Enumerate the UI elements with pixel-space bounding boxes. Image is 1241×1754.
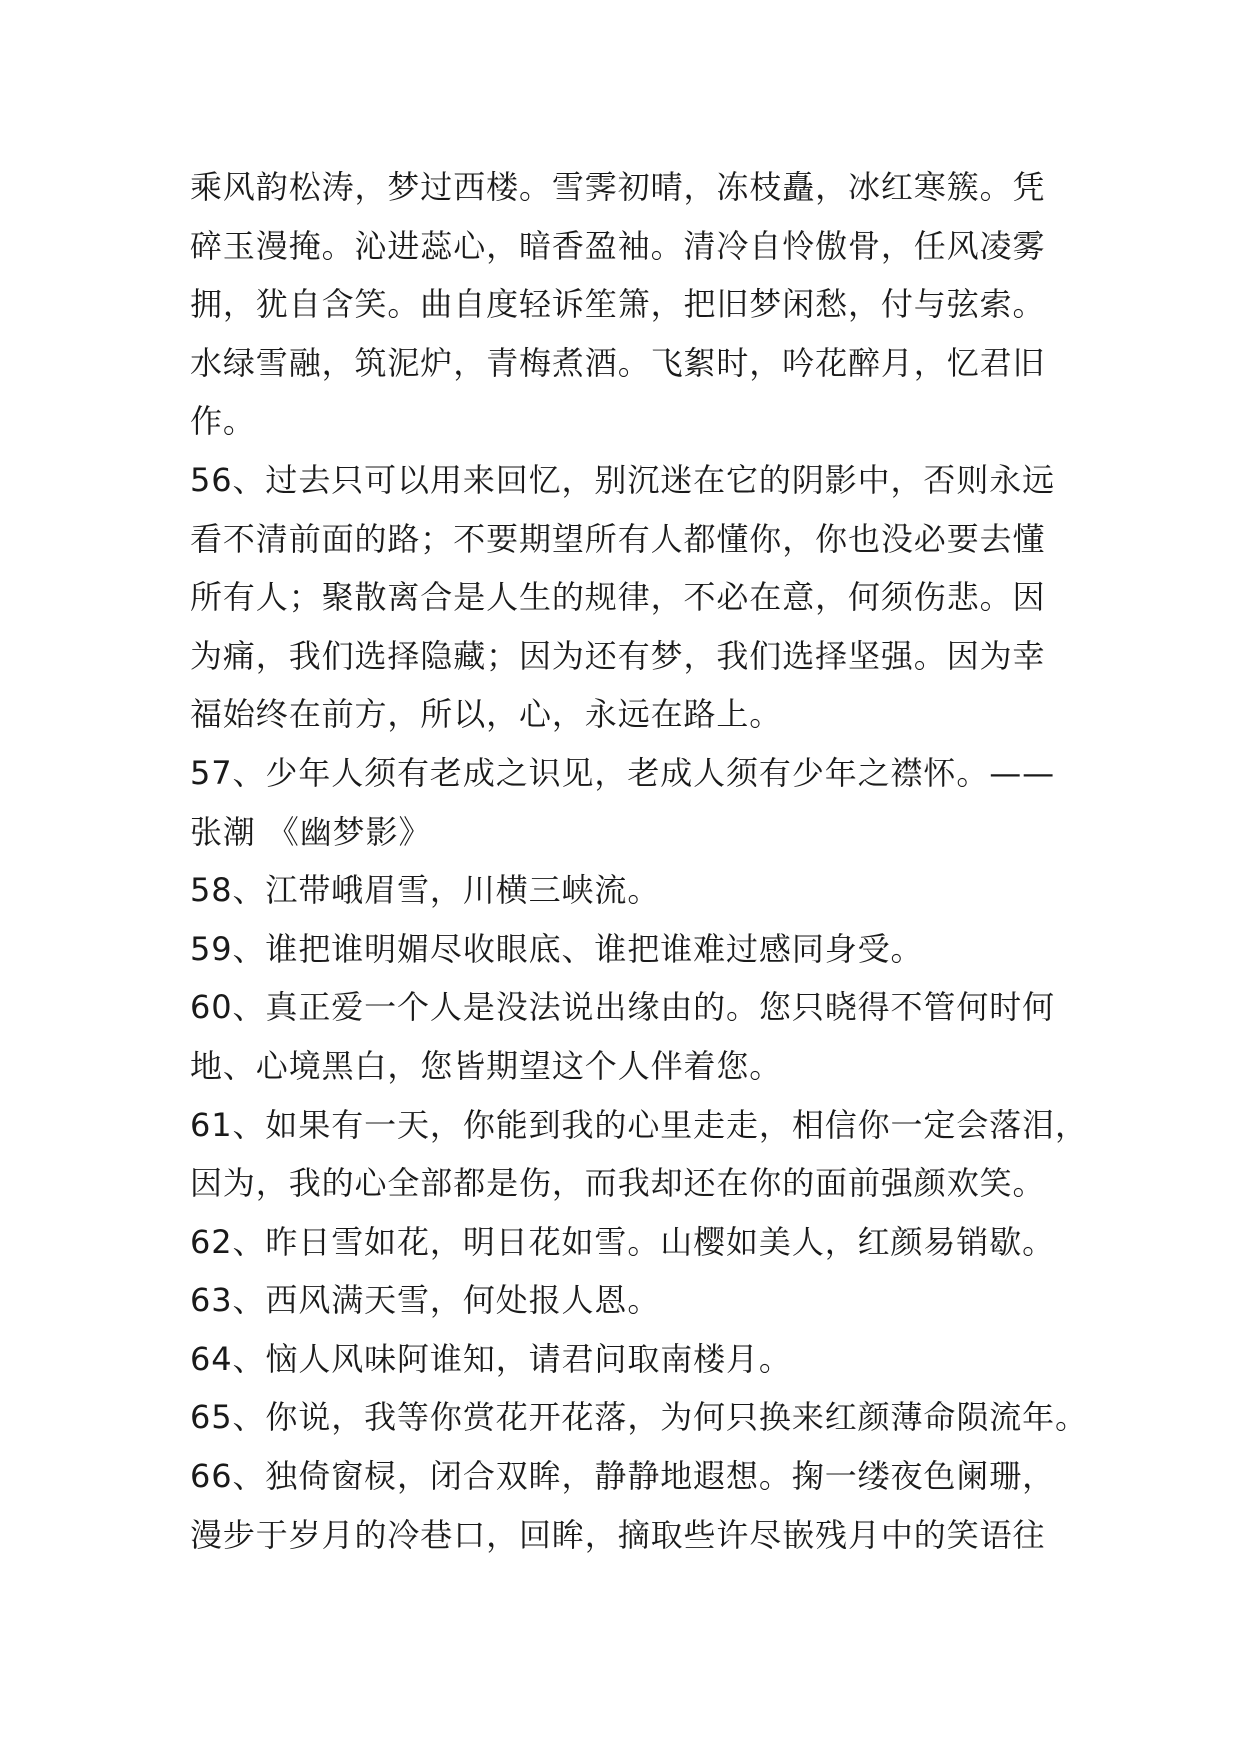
text-line: 62、昨日雪如花，明日花如雪。山樱如美人，红颜易销歇。 (190, 1222, 1056, 1261)
text-line: 作。 (190, 402, 256, 441)
text-line: 58、江带峨眉雪，川横三峡流。 (190, 871, 661, 910)
text-line: 拥，犹自含笑。曲自度轻诉笙箫，把旧梦闲愁，付与弦索。 (190, 285, 1046, 324)
text-line: 漫步于岁月的冷巷口，回眸，摘取些许尽嵌残月中的笑语往 (190, 1515, 1046, 1554)
text-line: 60、真正爱一个人是没法说出缘由的。您只晓得不管何时何 (190, 988, 1056, 1027)
text-line: 为痛，我们选择隐藏；因为还有梦，我们选择坚强。因为幸 (190, 636, 1046, 675)
text-line: 水绿雪融，筑泥炉，青梅煮酒。飞絮时，吟花醉月，忆君旧 (190, 343, 1046, 382)
text-line: 碎玉漫掩。沁进蕊心，暗香盈袖。清冷自怜傲骨，任风凌雾 (190, 226, 1046, 265)
text-line: 看不清前面的路；不要期望所有人都懂你，你也没必要去懂 (190, 519, 1046, 558)
text-line: 64、恼人风味阿谁知，请君问取南楼月。 (190, 1339, 792, 1378)
text-line: 66、独倚窗棂，闭合双眸，静静地遐想。掬一缕夜色阑珊， (190, 1457, 1056, 1496)
text-line: 因为，我的心全部都是伤，而我却还在你的面前强颜欢笑。 (190, 1164, 1046, 1203)
text-line: 63、西风满天雪，何处报人恩。 (190, 1281, 661, 1320)
text-line: 61、如果有一天，你能到我的心里走走，相信你一定会落泪， (190, 1105, 1088, 1144)
text-line: 65、你说，我等你赏花开花落，为何只换来红颜薄命陨流年。 (190, 1398, 1088, 1437)
text-line: 福始终在前方，所以，心，永远在路上。 (190, 695, 783, 734)
text-line: 所有人；聚散离合是人生的规律，不必在意，何须伤悲。因 (190, 578, 1046, 617)
text-line: 57、少年人须有老成之识见，老成人须有少年之襟怀。—— (190, 753, 1056, 792)
text-line: 张潮 《幽梦影》 (190, 812, 432, 851)
text-line: 乘风韵松涛，梦过西楼。雪霁初晴，冻枝矗，冰红寒簇。凭 (190, 168, 1046, 206)
document-body (190, 158, 1088, 1564)
text-line: 56、过去只可以用来回忆，别沉迷在它的阴影中，否则永远 (190, 460, 1056, 499)
text-line: 地、心境黑白，您皆期望这个人伴着您。 (190, 1046, 783, 1085)
text-line: 59、谁把谁明媚尽收眼底、谁把谁难过感同身受。 (190, 929, 924, 968)
